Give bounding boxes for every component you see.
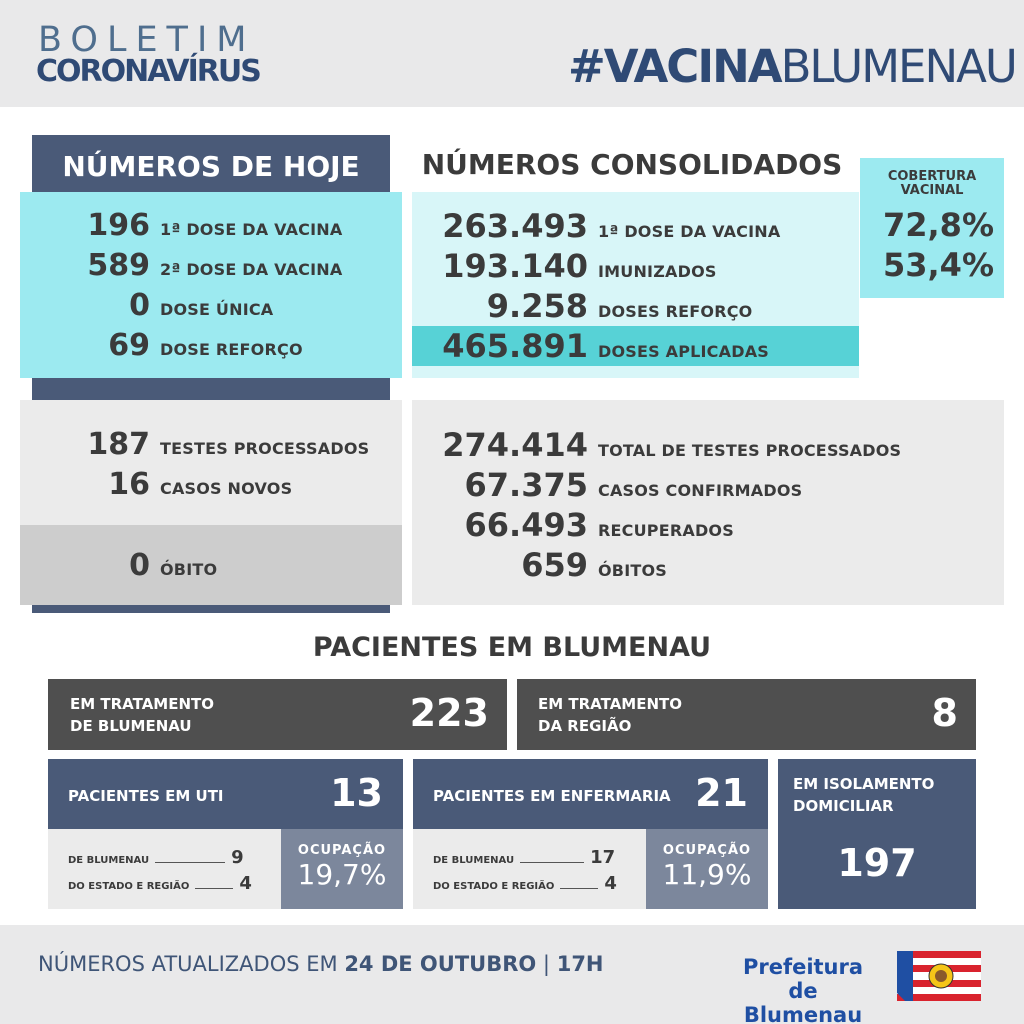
leader-line: [195, 888, 233, 889]
detail-label: DE BLUMENAU: [433, 855, 515, 866]
hoje-title: NÚMEROS DE HOJE: [62, 150, 360, 183]
stat-value: 67.375: [464, 466, 588, 504]
stat-value: 193.140: [442, 247, 588, 285]
hashtag-bold: #VACINA: [568, 40, 781, 93]
hashtag-thin: BLUMENAU: [780, 40, 1016, 93]
tratamento-regiao-value: 8: [931, 691, 958, 735]
stat-label: RECUPERADOS: [598, 521, 734, 540]
consolidados-testes-row: [412, 506, 734, 544]
consolidados-testes-row: [412, 466, 802, 504]
tratamento-regiao-label: [538, 693, 682, 737]
stat-label: 1ª DOSE DA VACINA: [160, 220, 343, 239]
stat-value: 66.493: [464, 506, 588, 544]
isolamento-value: 197: [837, 841, 917, 885]
leader-line: [155, 862, 225, 863]
hoje-vacina-row: [20, 288, 273, 323]
cobertura-title-line1: COBERTURA: [887, 169, 977, 184]
enfermaria-label: PACIENTES EM ENFERMARIA: [433, 787, 671, 805]
isolamento-box: [778, 759, 976, 909]
update-notice: [38, 952, 604, 976]
tratamento-blumenau-box: [48, 679, 507, 750]
ocupacao-label: OCUPAÇÃO: [662, 843, 752, 858]
stat-label: CASOS CONFIRMADOS: [598, 481, 803, 500]
cobertura-value-1: 72,8%: [882, 206, 994, 244]
update-time: 17H: [556, 952, 604, 976]
label-line: DOMICILIAR: [793, 797, 894, 815]
stat-label: DOSES APLICADAS: [598, 342, 769, 361]
cobertura-value-2: 53,4%: [882, 246, 994, 284]
stat-value: 69: [108, 328, 150, 363]
coronavirus-title: CORONAVÍRUS: [36, 54, 260, 89]
label-line: DE BLUMENAU: [70, 717, 192, 735]
consolidados-title: NÚMEROS CONSOLIDADOS: [421, 148, 843, 181]
consolidados-vacina-row: [412, 247, 717, 285]
enfermaria-de-blumenau-line: [433, 847, 615, 868]
enfermaria-value: 21: [695, 771, 748, 815]
stat-label: ÓBITO: [160, 560, 218, 579]
pacientes-title: PACIENTES EM BLUMENAU: [312, 632, 712, 663]
isolamento-label: [793, 773, 934, 817]
detail-label: DE BLUMENAU: [68, 855, 150, 866]
ocupacao-value: 19,7%: [297, 858, 387, 891]
consolidados-testes-row: [412, 426, 901, 464]
enfermaria-estado-line: [433, 873, 617, 894]
hoje-vacina-row: [20, 328, 303, 363]
stat-value: 263.493: [442, 207, 588, 245]
detail-value: 17: [590, 847, 616, 868]
boletim-title: BOLETIM: [38, 20, 256, 60]
detail-value: 9: [231, 847, 244, 868]
uti-de-blumenau-line: [68, 847, 244, 868]
hashtag-title: [568, 40, 1016, 93]
hoje-testes-row: [20, 427, 369, 462]
leader-line: [560, 888, 598, 889]
stat-label: 1ª DOSE DA VACINA: [598, 222, 781, 241]
update-separator: |: [536, 952, 551, 976]
consolidados-vacina-row: [412, 327, 769, 365]
update-date: 24 DE OUTUBRO: [344, 952, 537, 976]
label-line: DA REGIÃO: [538, 717, 632, 735]
consolidados-vacina-row: [412, 207, 780, 245]
update-prefix: NÚMEROS ATUALIZADOS EM: [38, 952, 345, 976]
stat-value: 465.891: [442, 327, 588, 365]
uti-estado-line: [68, 873, 252, 894]
hoje-obito-row: [20, 548, 217, 583]
ocupacao-label: OCUPAÇÃO: [297, 843, 387, 858]
hoje-testes-row: [20, 467, 292, 502]
stat-label: CASOS NOVOS: [160, 479, 293, 498]
stat-label: DOSE REFORÇO: [160, 340, 303, 359]
enfermaria-detail-panel: [413, 829, 646, 909]
stat-label: ÓBITOS: [598, 561, 667, 580]
ocupacao-value: 11,9%: [662, 858, 752, 891]
uti-value: 13: [330, 771, 383, 815]
prefeitura-line2: de Blumenau: [743, 979, 863, 1024]
detail-value: 4: [239, 873, 252, 894]
uti-detail-panel: [48, 829, 281, 909]
label-line: EM TRATAMENTO: [538, 695, 683, 713]
tratamento-blumenau-value: 223: [409, 691, 489, 735]
stat-value: 187: [87, 427, 150, 462]
stat-value: 196: [87, 208, 150, 243]
prefeitura-line1: Prefeitura: [742, 955, 864, 979]
stat-label: TESTES PROCESSADOS: [160, 439, 370, 458]
hoje-vacina-row: [20, 208, 342, 243]
stat-value: 0: [129, 548, 150, 583]
stat-value: 9.258: [486, 287, 588, 325]
detail-value: 4: [604, 873, 617, 894]
stat-value: 589: [87, 248, 150, 283]
stat-value: 659: [521, 546, 588, 584]
cobertura-title: [860, 170, 1004, 198]
leader-line: [520, 862, 584, 863]
tratamento-blumenau-label: [70, 693, 214, 737]
consolidados-testes-row: [412, 546, 667, 584]
stat-label: 2ª DOSE DA VACINA: [160, 260, 343, 279]
stat-label: IMUNIZADOS: [598, 262, 717, 281]
prefeitura-logo-text: [732, 955, 874, 1024]
label-line: EM TRATAMENTO: [70, 695, 215, 713]
stat-value: 16: [108, 467, 150, 502]
hoje-vacina-row: [20, 248, 342, 283]
cobertura-title-line2: VACINAL: [900, 183, 964, 198]
consolidados-vacina-row: [412, 287, 752, 325]
detail-label: DO ESTADO E REGIÃO: [68, 881, 190, 892]
stat-value: 0: [129, 288, 150, 323]
blumenau-flag-icon: [897, 951, 981, 1001]
stat-label: DOSES REFORÇO: [598, 302, 753, 321]
detail-label: DO ESTADO E REGIÃO: [433, 881, 555, 892]
enfermaria-ocupacao-panel: [646, 829, 768, 909]
tratamento-regiao-box: [517, 679, 976, 750]
stat-label: DOSE ÚNICA: [160, 300, 274, 319]
uti-box: [48, 759, 403, 829]
enfermaria-box: [413, 759, 768, 829]
stat-value: 274.414: [442, 426, 588, 464]
stat-label: TOTAL DE TESTES PROCESSADOS: [598, 441, 902, 460]
uti-ocupacao-panel: [281, 829, 403, 909]
label-line: EM ISOLAMENTO: [793, 775, 935, 793]
uti-label: PACIENTES EM UTI: [68, 787, 224, 805]
hoje-testes-panel: [20, 400, 402, 525]
